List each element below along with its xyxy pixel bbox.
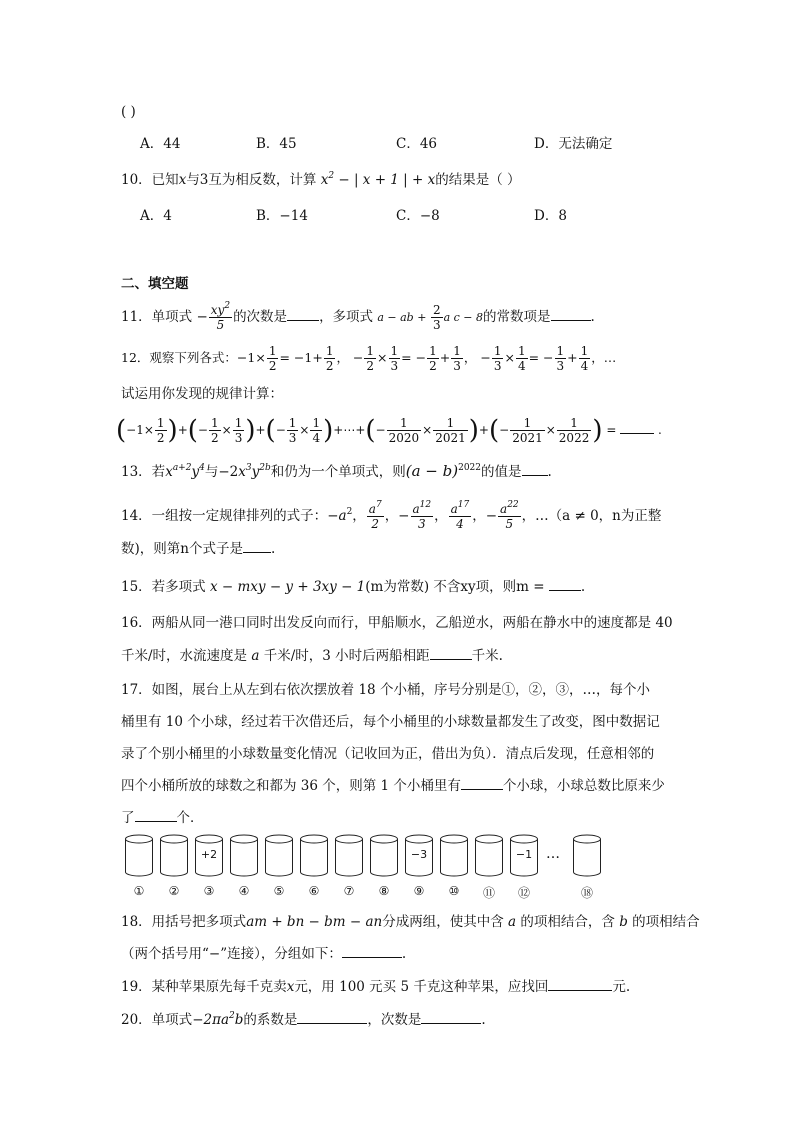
q12-blank[interactable]	[620, 421, 654, 434]
q10-x: x	[178, 172, 187, 188]
bucket-2-number: ②	[168, 884, 180, 898]
q18-blank[interactable]	[342, 945, 402, 958]
q11-poly2: a c − 8	[443, 311, 484, 324]
q10-suffix: 的结果是（ ）	[435, 172, 521, 188]
buckets-figure	[120, 830, 600, 900]
bucket-6-number: ⑥	[308, 884, 320, 898]
bucket-11-number: ⑪	[482, 886, 495, 900]
q11-mid2: ，多项式	[319, 309, 374, 325]
q9-option-b: B．45	[256, 136, 297, 152]
bucket-18-number: ⑱	[580, 886, 593, 900]
q10-option-b: B．−14	[256, 208, 308, 224]
q9-paren: ( )	[121, 104, 136, 120]
q9-option-a: A．44	[140, 136, 181, 152]
q11-blank-2[interactable]	[551, 308, 591, 321]
bucket-7-number: ⑦	[343, 884, 355, 898]
q12-prefix: 12．观察下列各式：	[121, 350, 237, 365]
q11-mid: 的次数是	[233, 309, 288, 325]
q10-mid: 与3互为相反数，计算	[186, 172, 317, 188]
q11-poly: a − ab +	[377, 311, 430, 324]
bucket-1	[124, 834, 154, 874]
bucket-7	[334, 834, 364, 874]
q11-fraction-2: $\frac{2}{3}$	[432, 303, 441, 332]
q19-blank[interactable]	[548, 978, 612, 991]
bucket-4-number: ④	[238, 884, 250, 898]
bucket-3-number: ③	[203, 884, 215, 898]
bucket-9-number: ⑨	[413, 884, 425, 898]
q17-blank-1[interactable]	[461, 777, 503, 790]
bucket-12-number: ⑫	[517, 886, 530, 900]
q11-suffix: 的常数项是	[483, 309, 551, 325]
q20-blank-2[interactable]	[421, 1011, 481, 1024]
bucket-10-number: ⑩	[448, 884, 460, 898]
q13-blank[interactable]	[522, 463, 548, 476]
bucket-18	[572, 834, 602, 874]
q11-blank-1[interactable]	[287, 308, 319, 321]
q10-expr: $x^2$ − | x + 1 | + x	[320, 171, 436, 188]
q14-blank[interactable]	[243, 540, 271, 553]
q11-prefix: 11．单项式 −	[121, 309, 208, 325]
q10-prefix: 10．已知	[121, 172, 179, 188]
bucket-ellipsis: …	[546, 846, 560, 862]
q10-option-a: A．4	[140, 208, 172, 224]
bucket-2	[159, 834, 189, 874]
bucket-12: −1	[509, 834, 539, 874]
bucket-8	[369, 834, 399, 874]
q17-blank-2[interactable]	[135, 809, 177, 822]
bucket-11	[474, 834, 504, 874]
bucket-1-number: ①	[133, 884, 145, 898]
bucket-4	[229, 834, 259, 874]
q10-option-d: D．8	[534, 208, 567, 224]
q15-blank[interactable]	[549, 578, 581, 591]
q11-fraction: $\frac{xy^2}{5}$	[210, 301, 231, 332]
bucket-3: +2	[194, 834, 224, 874]
bucket-5	[264, 834, 294, 874]
bucket-5-number: ⑤	[273, 884, 285, 898]
bucket-9: −3	[404, 834, 434, 874]
q9-option-d: D．无法确定	[534, 136, 613, 152]
q10-option-c: C．−8	[396, 208, 440, 224]
q16-blank[interactable]	[430, 647, 472, 660]
bucket-8-number: ⑧	[378, 884, 390, 898]
q9-option-c: C．46	[396, 136, 438, 152]
bucket-10	[439, 834, 469, 874]
bucket-6	[299, 834, 329, 874]
q20-blank-1[interactable]	[297, 1011, 367, 1024]
